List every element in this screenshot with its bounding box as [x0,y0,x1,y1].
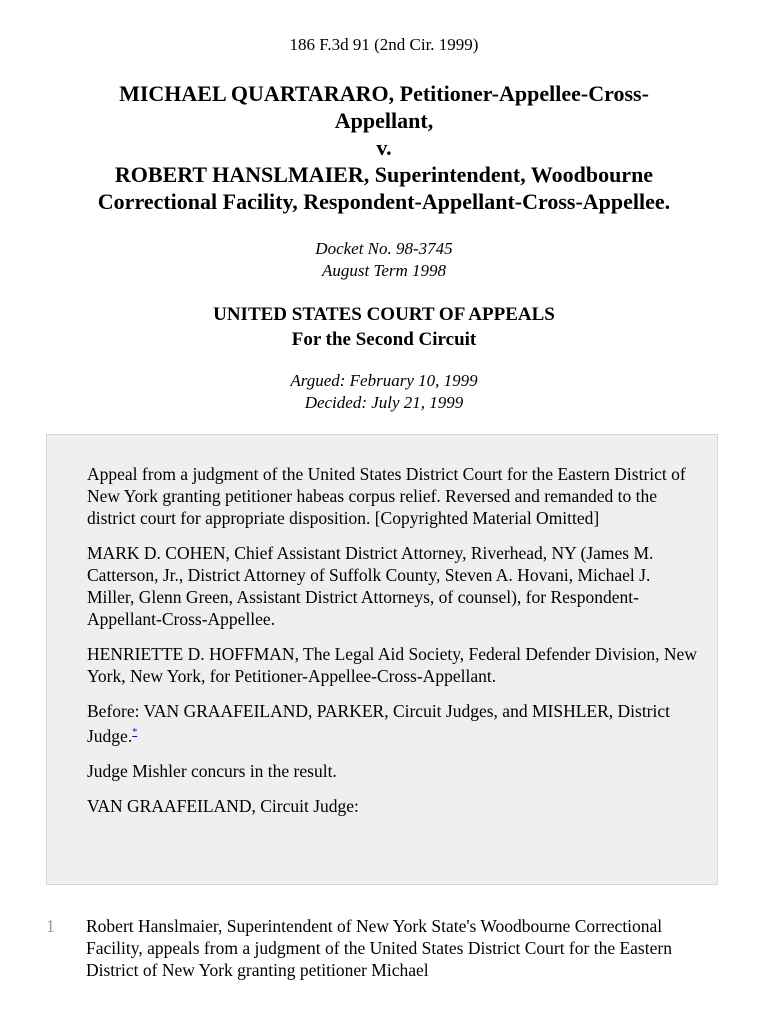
respondent-counsel: MARK D. COHEN, Chief Assistant District Attorney, Riverhead, NY (James M. Catterson, Jr., District Attorney of Suffolk County, Steven A. Hovani, Michael J. Miller, Glenn Green, Assistant District Attorneys, of counsel), for Respondent-Appellant-Cross-Appellee. [87,543,654,629]
case-dates [0,370,768,414]
paragraph-text: Robert Hanslmaier, Superintendent of New York State's Woodbourne Correctional Facility, appeals from a judgment of the United States District Court for the Eastern District of New York granting petitioner Michael [86,916,672,980]
docket-info [0,238,768,282]
petitioner-line-2: Appellant, [334,108,434,133]
appeal-summary: Appeal from a judgment of the United States District Court for the Eastern District of New York granting petitioner habeas corpus relief. Reversed and remanded to the district court for appropriate disposition. [Copyrighted Material Omitted] [87,464,686,528]
paragraph-number: 1 [46,916,55,936]
court-circuit: For the Second Circuit [291,329,477,350]
docket-term: August Term 1998 [321,261,447,280]
panel-judges [87,700,697,747]
versus: v. [376,135,392,160]
respondent-line-2: Correctional Facility, Respondent-Appellant-Cross-Appellee. [97,189,671,214]
case-summary [87,463,697,830]
petitioner-line-1: MICHAEL QUARTARARO, Petitioner-Appellee-Cross- [119,81,649,106]
argued-date: Argued: February 10, 1999 [290,371,478,390]
case-citation: 186 F.3d 91 (2nd Cir. 1999) [289,35,479,54]
opinion-author: VAN GRAAFEILAND, Circuit Judge: [87,795,359,816]
panel-judges-text: Before: VAN GRAAFEILAND, PARKER, Circuit Judges, and MISHLER, District Judge. [87,701,671,746]
concurrence-note: Judge Mishler concurs in the result. [87,760,337,781]
court-name: UNITED STATES COURT OF APPEALS [213,304,555,325]
case-summary-box [46,434,718,885]
petitioner-counsel: HENRIETTE D. HOFFMAN, The Legal Aid Society, Federal Defender Division, New York, New York, for Petitioner-Appellee-Cross-Appellant. [87,644,697,686]
respondent-line-1: ROBERT HANSLMAIER, Superintendent, Woodbourne [114,162,654,187]
court-name-block [0,302,768,352]
case-caption [40,80,728,215]
footnote-link[interactable]: * [132,727,138,738]
decided-date: Decided: July 21, 1999 [304,393,464,412]
docket-number: Docket No. 98-3745 [315,239,453,258]
